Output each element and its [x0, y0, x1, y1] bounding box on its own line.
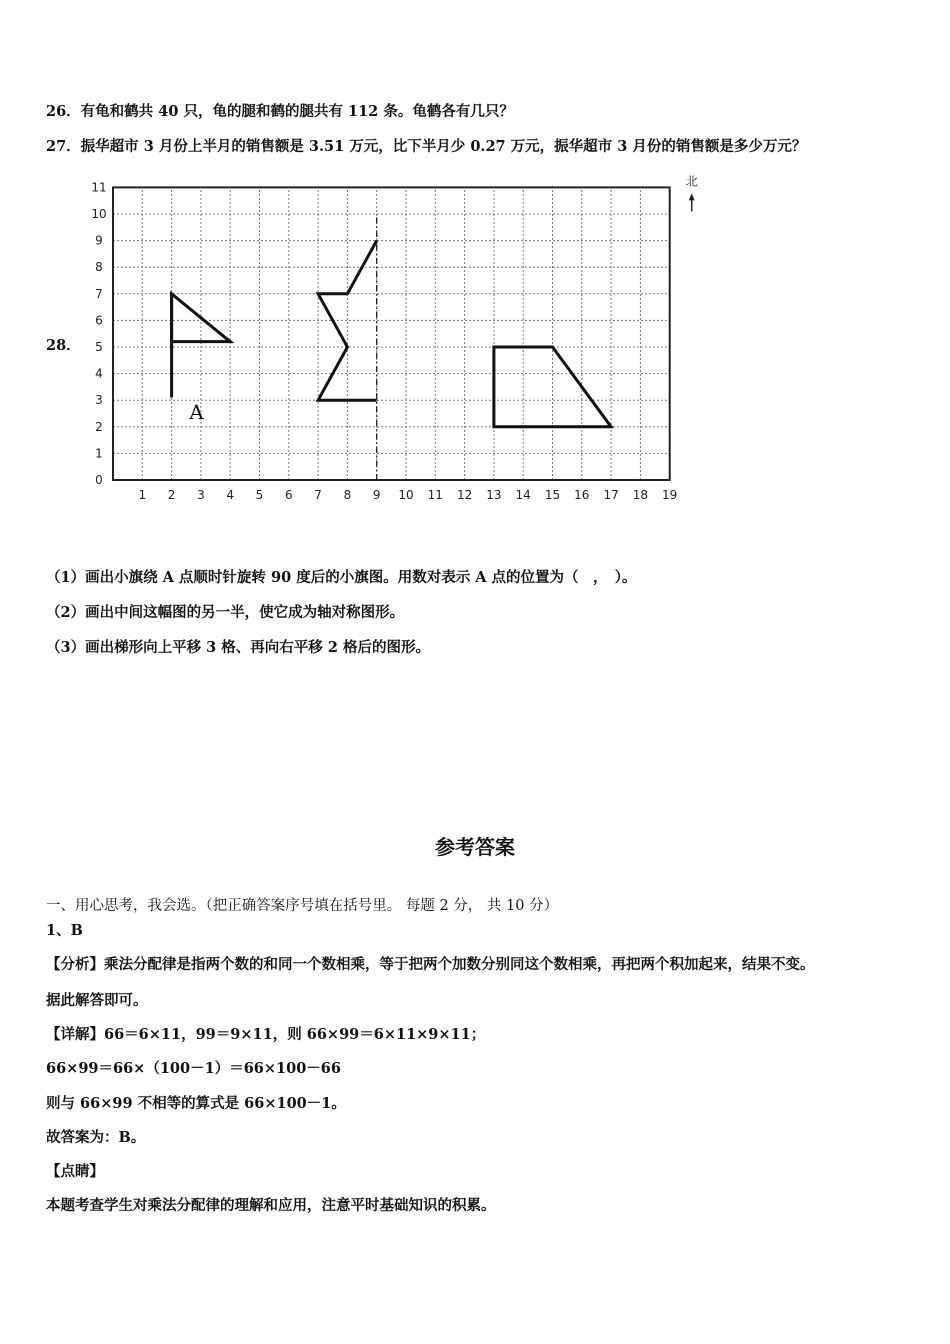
x-tick-label: 13 — [486, 488, 502, 502]
x-tick-label: 9 — [372, 488, 381, 502]
x-tick-label: 11 — [427, 488, 443, 502]
y-tick-label: 4 — [95, 366, 103, 381]
y-tick-label: 0 — [95, 473, 103, 487]
question-28-number: 28． — [46, 337, 81, 354]
north-arrowhead-icon — [689, 193, 695, 200]
x-tick-label: 19 — [662, 488, 678, 502]
x-tick-label: 17 — [603, 488, 619, 502]
answer-analysis-cont: 据此解答即可。 — [46, 992, 148, 1009]
y-tick-label: 6 — [95, 313, 103, 328]
answers-title: 参考答案 — [435, 835, 515, 859]
x-tick-label: 5 — [255, 488, 264, 502]
y-tick-label: 3 — [95, 393, 103, 408]
y-tick-label: 11 — [91, 180, 107, 195]
x-tick-label: 6 — [284, 488, 293, 502]
x-tick-label: 16 — [574, 488, 590, 502]
question-28-part-3: （3）画出梯形向上平移 3 格、再向右平移 2 格后的图形。 — [46, 639, 430, 656]
north-label: 北 — [685, 174, 698, 189]
x-tick-label: 10 — [398, 488, 414, 502]
x-tick-label: 1 — [138, 488, 147, 502]
question-28-part-1: （1）画出小旗绕 A 点顺时针旋转 90 度后的小旗图。用数对表示 A 点的位置为（ ， ）。 — [46, 569, 637, 586]
x-tick-label: 18 — [632, 488, 649, 502]
y-tick-label: 1 — [95, 446, 103, 461]
x-tick-label: 12 — [456, 488, 473, 502]
question-28-part-2: （2）画出中间这幅图的另一半，使它成为轴对称图形。 — [46, 604, 405, 621]
x-tick-label: 14 — [515, 488, 531, 502]
x-tick-label: 3 — [197, 488, 205, 502]
point-a-label: A — [189, 399, 204, 424]
answer-comment-heading: 【点睛】 — [46, 1163, 104, 1180]
y-tick-label: 10 — [91, 207, 107, 221]
answer-conclusion: 则与 66×99 不相等的算式是 66×100－1。 — [46, 1095, 346, 1112]
x-tick-label: 15 — [544, 488, 561, 502]
answer-final: 故答案为：B。 — [46, 1129, 146, 1146]
y-tick-label: 9 — [95, 233, 103, 248]
y-tick-label: 7 — [95, 286, 103, 301]
grid-border — [113, 187, 670, 480]
answer-detail: 【详解】66＝6×11，99＝9×11，则 66×99＝6×11×9×11； — [46, 1026, 486, 1043]
answers-section-heading: 一、用心思考，我会选。（把正确答案序号填在括号里。 每题 2 分， 共 10 分） — [46, 898, 559, 914]
y-tick-label: 8 — [95, 260, 103, 275]
answer-item-1: 1、B — [46, 922, 83, 939]
y-tick-label: 5 — [95, 340, 103, 354]
x-tick-label: 4 — [226, 488, 235, 502]
question-26: 26．有龟和鹤共 40 只，龟的腿和鹤的腿共有 112 条。龟鹤各有几只？ — [46, 103, 514, 120]
x-tick-label: 2 — [167, 488, 176, 502]
x-tick-label: 7 — [314, 488, 322, 502]
answer-analysis: 【分析】乘法分配律是指两个数的和同一个数相乘，等于把两个加数分别同这个数相乘，再把两个积加起来，结果不变。 — [46, 956, 815, 973]
coordinate-grid — [0, 0, 950, 520]
x-tick-label: 8 — [343, 488, 352, 502]
y-tick-label: 2 — [95, 419, 103, 434]
answer-comment: 本题考查学生对乘法分配律的理解和应用，注意平时基础知识的积累。 — [46, 1197, 496, 1214]
question-27: 27．振华超市 3 月份上半月的销售额是 3.51 万元，比下半月少 0.27 万元，振华超市 3 月份的销售额是多少万元？ — [46, 138, 807, 155]
answer-calculation: 66×99＝66×（100－1）＝66×100－66 — [46, 1060, 341, 1077]
